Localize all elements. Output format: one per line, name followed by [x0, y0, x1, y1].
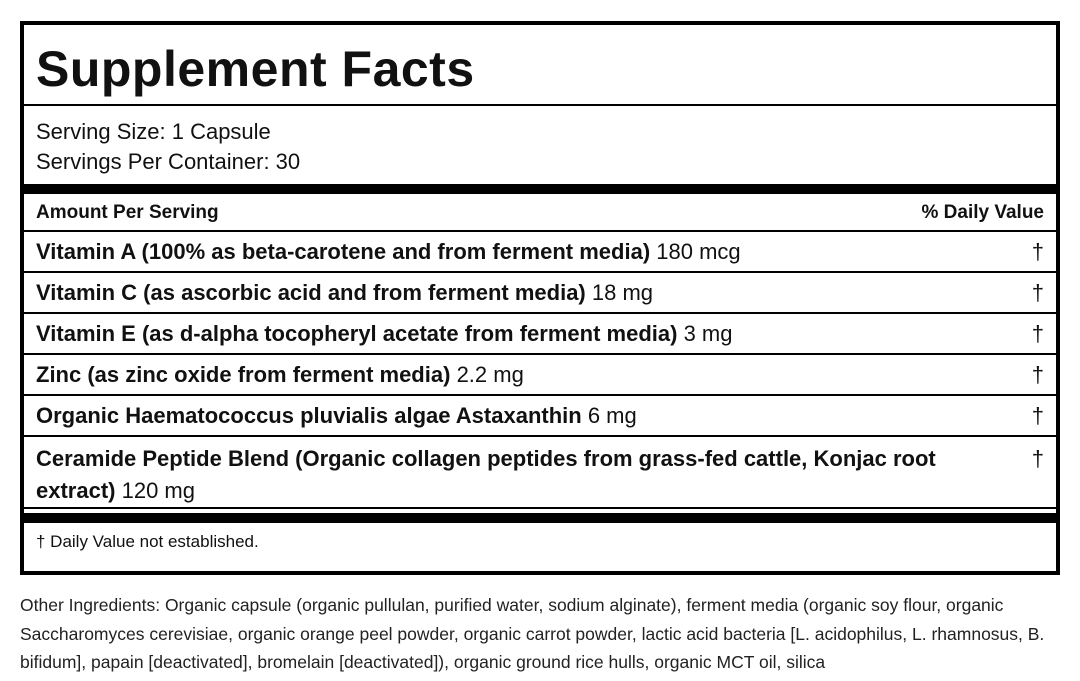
column-header	[24, 194, 1056, 232]
nutrient-row	[24, 314, 1056, 355]
nutrient-row	[24, 437, 1056, 507]
nutrient-amount: 6 mg	[587, 402, 637, 428]
nutrient-row	[24, 273, 1056, 314]
footnote: † Daily Value not established.	[36, 532, 259, 551]
nutrient-row	[24, 355, 1056, 396]
nutrient-row	[24, 232, 1056, 273]
nutrient-name: Ceramide Peptide Blend (Organic collagen peptides from grass-fed cattle, Konjac root extract)	[36, 446, 936, 503]
nutrient-name: Vitamin A (100% as beta-carotene and from ferment media)	[36, 238, 651, 264]
nutrient-name: Vitamin E (as d-alpha tocopheryl acetate from ferment media)	[36, 320, 678, 346]
nutrient-amount: 2.2 mg	[456, 361, 524, 387]
other-ingredients: Other Ingredients: Organic capsule (organic pullulan, purified water, sodium alginate), ferment media (organic soy flour, organic Saccharomyces cerevisiae, organic orange peel powder, organic carrot powder, lactic acid bacteria [L. acidophilus, L. rhamnosus, B. bifidum], papain [deactivated], bromelain [deactivated]), organic ground rice hulls, organic MCT oil, silica	[20, 595, 1045, 672]
daily-value-symbol: †	[1031, 446, 1044, 471]
thick-divider-bottom	[24, 513, 1056, 523]
nutrient-row	[24, 396, 1056, 437]
nutrient-amount: 180 mcg	[656, 238, 741, 264]
daily-value-symbol: †	[1031, 361, 1044, 387]
servings-per-container: Servings Per Container: 30	[36, 149, 301, 174]
serving-size: Serving Size: 1 Capsule	[36, 119, 271, 144]
nutrient-amount: 120 mg	[121, 478, 195, 503]
nutrient-amount: 3 mg	[683, 320, 733, 346]
nutrient-name: Vitamin C (as ascorbic acid and from ferment media)	[36, 279, 586, 305]
daily-value-symbol: †	[1031, 238, 1044, 264]
daily-value-symbol: †	[1031, 320, 1044, 346]
amount-per-serving-label: Amount Per Serving	[36, 202, 219, 223]
panel-title: Supplement Facts	[24, 25, 1056, 106]
nutrient-name: Zinc (as zinc oxide from ferment media)	[36, 361, 451, 387]
nutrient-amount: 18 mg	[591, 279, 654, 305]
supplement-facts-panel	[20, 21, 1060, 575]
daily-value-symbol: †	[1031, 402, 1044, 428]
daily-value-symbol: †	[1031, 279, 1044, 305]
daily-value-label: % Daily Value	[921, 202, 1044, 223]
nutrient-name: Organic Haematococcus pluvialis algae Astaxanthin	[36, 402, 582, 428]
thick-divider	[24, 184, 1056, 194]
serving-info	[24, 106, 1056, 184]
